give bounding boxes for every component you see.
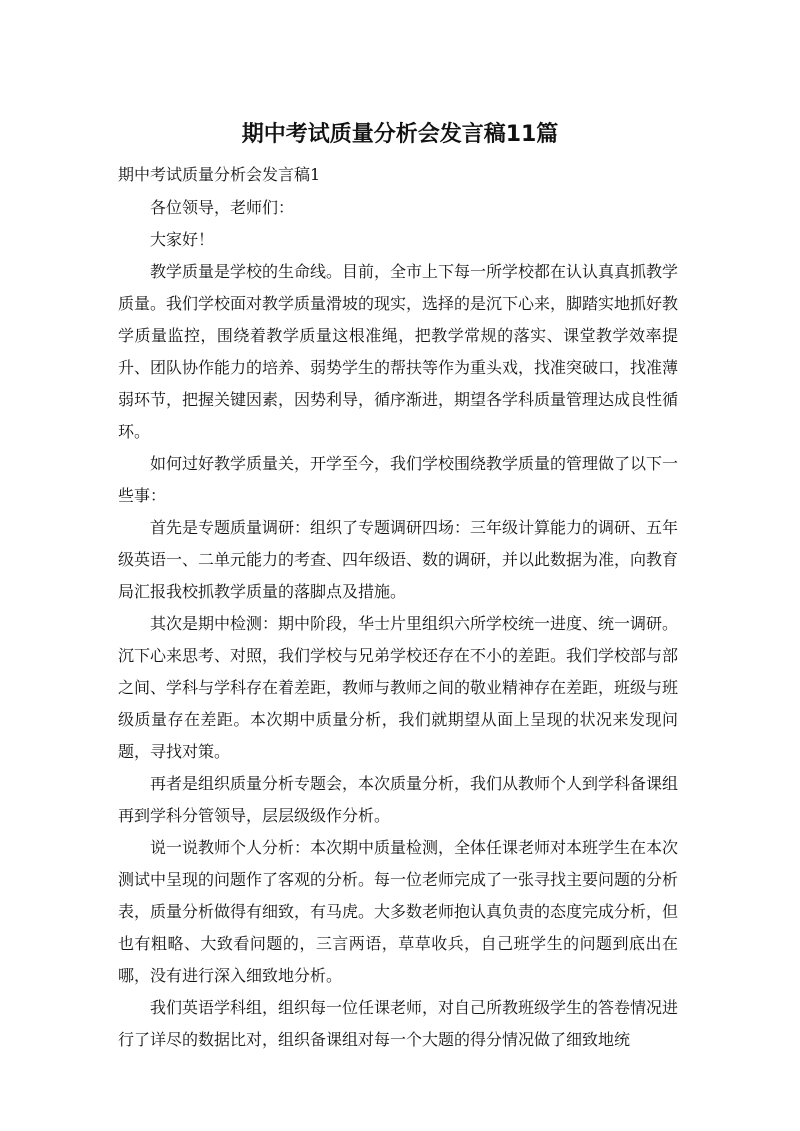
paragraph-quality-lifeline: 教学质量是学校的生命线。目前，全市上下每一所学校都在认认真真抓教学质量。我们学校面对教学质量滑坡的现实，选择的是沉下心来，脚踏实地抓好教学质量监控，围绕着教学质量这根准绳，把教学常规的落实、课堂教学效率提升、团队协作能力的培养、弱势学生的帮扶等作为重头戏，找准突破口，找准薄弱环节，把握关键因素，因势利导，循序渐进，期望各学科质量管理达成良性循环。 [118,262,679,441]
paragraph-analysis-meeting: 再者是组织质量分析专题会，本次质量分析，我们从教师个人到学科备课组再到学科分管领导，层层级级作分析。 [118,774,679,825]
paragraph-hello: 大家好！ [150,230,215,249]
paragraph-midterm-test: 其次是期中检测：期中阶段，华士片里组织六所学校统一进度、统一调研。沉下心来思考、对照，我们学校与兄弟学校还存在不小的差距。我们学校部与部之间、学科与学科存在着差距，教师与教师之间的敬业精神存在差距，班级与班级质量存在差距。本次期中质量分析，我们就期望从面上呈现的状况来发现问题，寻找对策。 [118,614,679,761]
paragraph-english-group: 我们英语学科组，组织每一位任课老师，对自己所教班级学生的答卷情况进行了详尽的数据比对，组织备课组对每一个大题的得分情况做了细致地统 [118,998,679,1049]
document-subtitle: 期中考试质量分析会发言稿1 [118,165,321,184]
paragraph-teacher-analysis: 说一说教师个人分析：本次期中质量检测，全体任课老师对本班学生在本次测试中呈现的问题作了客观的分析。每一位老师完成了一张寻找主要问题的分析表，质量分析做得有细致，有马虎。大多数老师抱认真负责的态度完成分析，但也有粗略、大致看问题的，三言两语，草草收兵，自己班学生的问题到底出在哪，没有进行深入细致地分析。 [118,838,679,985]
paragraph-how-to: 如何过好教学质量关，开学至今，我们学校围绕教学质量的管理做了以下一些事： [118,454,679,505]
paragraph-special-research: 首先是专题质量调研：组织了专题调研四场：三年级计算能力的调研、五年级英语一、二单元能力的考查、四年级语、数的调研，并以此数据为准，向教育局汇报我校抓教学质量的落脚点及措施。 [118,518,679,601]
document-body [118,192,678,1056]
document-title: 期中考试质量分析会发言稿11篇 [241,122,559,147]
paragraph-greeting: 各位领导，老师们： [150,198,295,217]
